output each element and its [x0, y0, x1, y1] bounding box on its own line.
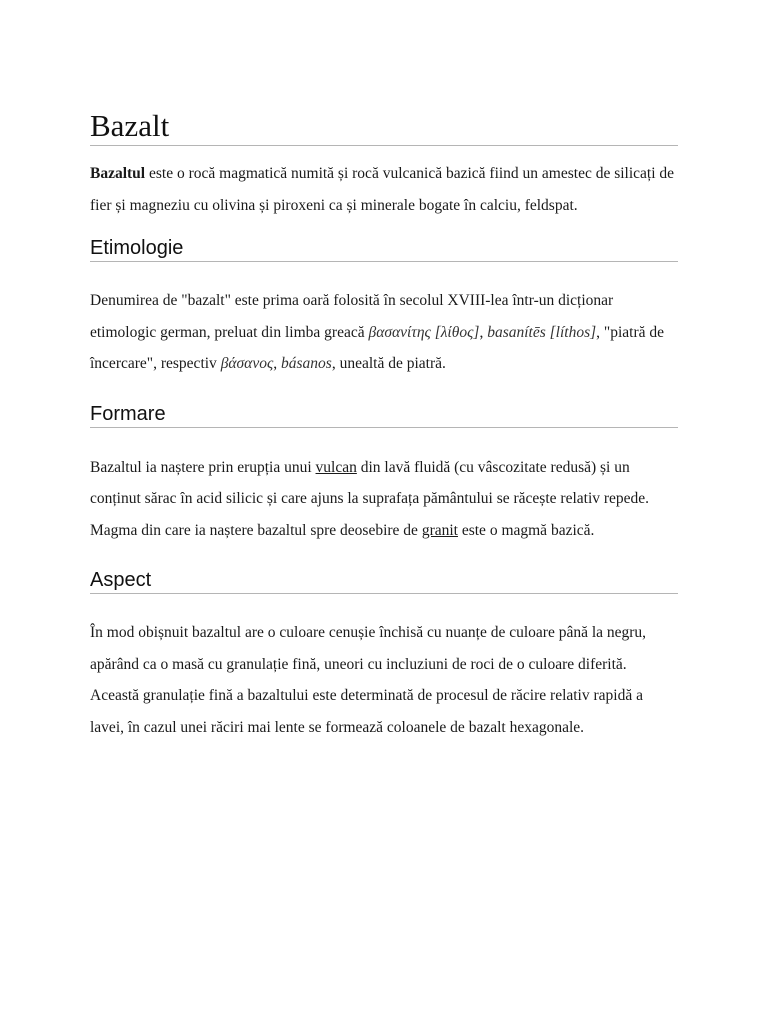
etim-text-1: Denumirea de "bazalt" este prima oară folosită în secolul XVIII-lea într-un dicționar etimologic german, preluat din limba greacă: [90, 292, 614, 341]
etim-text-2: ,: [479, 323, 488, 341]
form-text-3: este o magmă bazică.: [457, 521, 595, 539]
etim-transliteration-1: basanítēs [líthos]: [487, 323, 597, 341]
etim-transliteration-2: básanos: [281, 355, 332, 372]
section-heading-formare: Formare: [90, 401, 678, 428]
formare-paragraph: [90, 452, 678, 547]
intro-paragraph: [90, 158, 678, 221]
form-text-1: Bazaltul ia naștere prin erupția unui: [90, 458, 316, 476]
article: [90, 108, 678, 743]
etim-greek-term-1: βασανίτης [λίθος]: [368, 323, 480, 341]
etim-greek-term-2: βάσανος: [220, 355, 274, 372]
etim-text-4: ,: [273, 355, 281, 372]
vulcan-link[interactable]: vulcan: [315, 458, 357, 476]
granit-link[interactable]: granit: [421, 521, 458, 539]
etimologie-paragraph: [90, 285, 678, 380]
section-heading-aspect: Aspect: [90, 567, 678, 594]
aspect-paragraph: În mod obișnuit bazaltul are o culoare cenușie închisă cu nuanțe de culoare până la negru, apărând ca o masă cu granulație fină, uneori cu incluziuni de roci de o culoare diferită. Această granulație fină a bazaltului este determinată de procesul de răcire relativ rapidă a lavei, în cazul unei răciri mai lente se formează coloanele de bazalt hexagonale.: [90, 624, 647, 736]
intro-text: este o rocă magmatică numită și rocă vulcanică bazică fiind un amestec de silicați de fier și magneziu cu olivina și piroxeni ca și minerale bogate în calciu, feldspat.: [90, 165, 675, 214]
intro-term: Bazaltul: [90, 165, 146, 182]
section-heading-etimologie: Etimologie: [90, 235, 678, 262]
etim-text-3: , "piatră de încercare", respectiv: [90, 323, 665, 372]
page-title: Bazalt: [90, 108, 678, 146]
form-text-2: din lavă fluidă (cu vâscozitate redusă) și un conținut sărac în acid silicic și care ajuns la suprafața pământului se răcește relativ repede. Magma din care ia naștere bazaltul spre deosebire de: [90, 458, 650, 539]
etim-text-5: , unealtă de piatră.: [331, 355, 446, 372]
